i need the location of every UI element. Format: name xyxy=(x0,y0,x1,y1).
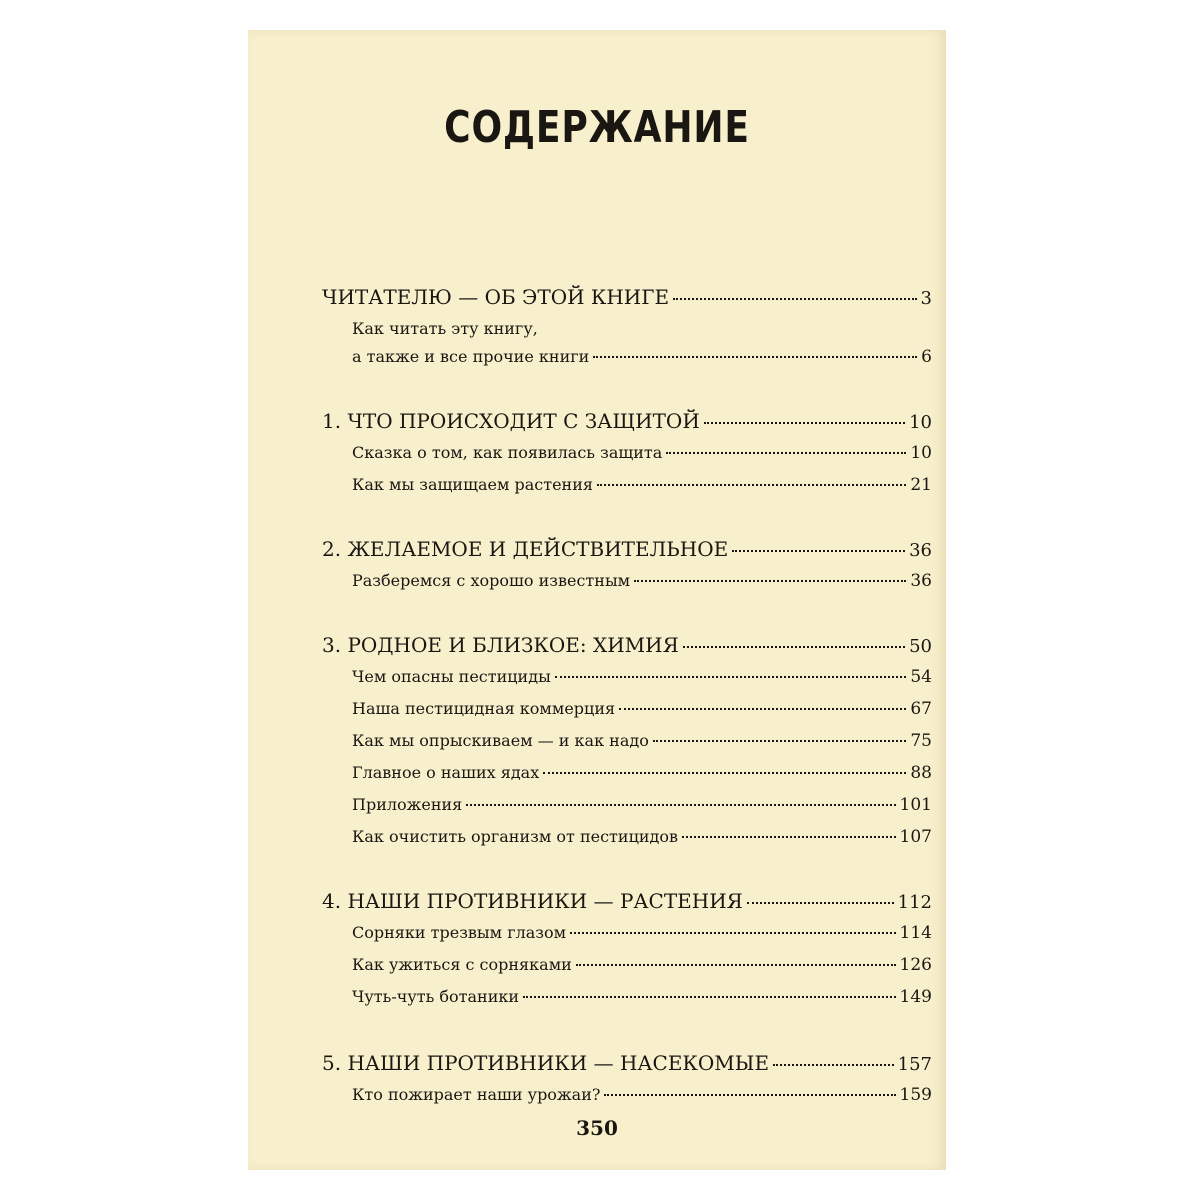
toc-sub-entry xyxy=(322,731,932,763)
toc-sub-entry xyxy=(322,923,932,955)
dot-leader xyxy=(673,298,916,300)
sub-entry-title: Как мы опрыскиваем — и как надо xyxy=(352,731,649,750)
sub-entry-title: Как мы защищаем растения xyxy=(352,475,593,494)
sub-entry-title: Как ужиться с сорняками xyxy=(352,955,572,974)
chapter-title: 3. РОДНОЕ И БЛИЗКОЕ: ХИМИЯ xyxy=(322,633,679,657)
page-number: 157 xyxy=(897,1054,932,1075)
toc-section xyxy=(322,633,932,859)
toc-sub-entry xyxy=(322,795,932,827)
sub-entry-title: Сорняки трезвым глазом xyxy=(352,923,567,942)
dot-leader xyxy=(666,452,906,454)
toc-sub-entry xyxy=(322,987,932,1019)
sub-entry-title: Разберемся с хорошо известным xyxy=(352,571,631,590)
dot-leader xyxy=(597,484,906,486)
toc-chapter-entry xyxy=(322,889,932,923)
toc-section xyxy=(322,1051,932,1117)
toc-section xyxy=(322,285,932,379)
dot-leader xyxy=(570,932,895,934)
chapter-title: ЧИТАТЕЛЮ — ОБ ЭТОЙ КНИГЕ xyxy=(322,285,670,309)
page-number: 10 xyxy=(909,412,932,433)
dot-leader xyxy=(593,356,917,358)
book-page xyxy=(248,30,946,1170)
page-number: 50 xyxy=(909,636,932,657)
toc-sub-entry xyxy=(322,827,932,859)
table-of-contents xyxy=(322,285,932,1147)
sub-entry-title: Сказка о том, как появилась защита xyxy=(352,443,663,462)
dot-leader xyxy=(604,1094,895,1096)
sub-entry-title: Как очистить организм от пестицидов xyxy=(352,827,679,846)
toc-chapter-entry xyxy=(322,285,932,319)
toc-sub-entry xyxy=(322,347,932,379)
toc-chapter-entry xyxy=(322,1051,932,1085)
dot-leader xyxy=(682,836,896,838)
toc-sub-entry xyxy=(322,571,932,603)
toc-sub-entry xyxy=(322,955,932,987)
sub-entry-title: а также и все прочие книги xyxy=(352,347,590,366)
dot-leader xyxy=(555,676,907,678)
toc-sub-entry xyxy=(322,475,932,507)
page-number: 149 xyxy=(899,987,932,1007)
page-number: 36 xyxy=(910,571,932,591)
dot-leader xyxy=(543,772,906,774)
toc-section xyxy=(322,409,932,507)
page-number: 54 xyxy=(910,667,932,687)
chapter-title: 1. ЧТО ПРОИСХОДИТ С ЗАЩИТОЙ xyxy=(322,409,700,433)
dot-leader xyxy=(523,996,896,998)
page-number: 114 xyxy=(899,923,932,943)
chapter-title: 2. ЖЕЛАЕМОЕ И ДЕЙСТВИТЕЛЬНОЕ xyxy=(322,537,729,561)
page-number: 112 xyxy=(897,892,932,913)
sub-entry-title: Чем опасны пестициды xyxy=(352,667,551,686)
toc-sub-entry xyxy=(322,1085,932,1117)
page-number-footer: 350 xyxy=(576,1116,618,1140)
page-number: 101 xyxy=(899,795,932,815)
dot-leader xyxy=(619,708,906,710)
page-number: 36 xyxy=(909,540,932,561)
dot-leader xyxy=(576,964,896,966)
page-number: 10 xyxy=(910,443,932,463)
page-number: 88 xyxy=(910,763,932,783)
toc-sub-entry xyxy=(322,443,932,475)
toc-section xyxy=(322,537,932,603)
page-number: 67 xyxy=(910,699,932,719)
toc-sub-entry xyxy=(322,763,932,795)
sub-entry-title: Чуть-чуть ботаники xyxy=(352,987,520,1006)
page-number: 3 xyxy=(920,288,932,309)
toc-section xyxy=(322,889,932,1019)
dot-leader xyxy=(653,740,906,742)
page-number: 107 xyxy=(899,827,932,847)
dot-leader xyxy=(683,646,905,648)
toc-sub-entry xyxy=(322,667,932,699)
page-title: СОДЕРЖАНИЕ xyxy=(444,102,750,153)
dot-leader xyxy=(773,1064,894,1066)
dot-leader xyxy=(747,902,894,904)
toc-sub-entry xyxy=(322,699,932,731)
toc-chapter-entry xyxy=(322,537,932,571)
dot-leader xyxy=(466,804,895,806)
page-number: 21 xyxy=(910,475,932,495)
toc-chapter-entry xyxy=(322,409,932,443)
dot-leader xyxy=(634,580,906,582)
page-number: 75 xyxy=(910,731,932,751)
page-number: 6 xyxy=(921,347,932,367)
sub-entry-title: Главное о наших ядах xyxy=(352,763,540,782)
page-number: 126 xyxy=(899,955,932,975)
dot-leader xyxy=(704,422,905,424)
sub-entry-title: Кто пожирает наши урожаи? xyxy=(352,1085,601,1104)
toc-chapter-entry xyxy=(322,633,932,667)
sub-entry-title: Приложения xyxy=(352,795,463,814)
chapter-title: 4. НАШИ ПРОТИВНИКИ — РАСТЕНИЯ xyxy=(322,889,743,913)
page-number: 159 xyxy=(899,1085,932,1105)
sub-entry-title: Наша пестицидная коммерция xyxy=(352,699,616,718)
dot-leader xyxy=(732,550,905,552)
chapter-title: 5. НАШИ ПРОТИВНИКИ — НАСЕКОМЫЕ xyxy=(322,1051,770,1075)
toc-sub-entry-line: Как читать эту книгу, xyxy=(352,319,538,338)
